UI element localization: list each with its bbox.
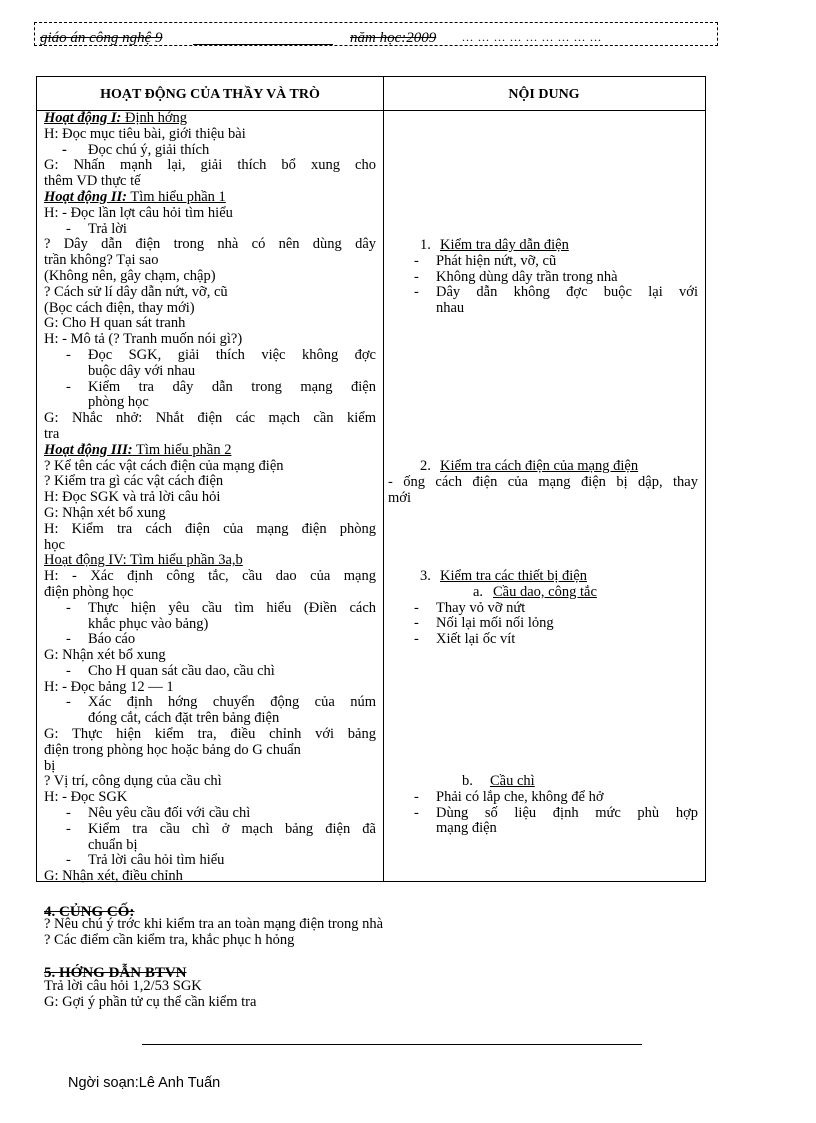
text-line: ? Cách sử lí dây dẫn nứt, vỡ, cũ: [44, 283, 228, 300]
list-item-cont: đóng cắt, cách đặt trên bảng điện: [88, 710, 280, 727]
text-line: thêm VD thực tế: [44, 173, 141, 190]
author-line: Ngời soạn:Lê Anh Tuấn: [68, 1075, 221, 1091]
content-line: mới: [388, 489, 411, 506]
text-line: điện trong phòng học hoặc bảng do G chuẩn: [44, 741, 301, 758]
content-bullet: - Dùng số liệu định mức phù hợp: [414, 804, 698, 821]
section-heading: 3. Kiểm tra các thiết bị điện: [420, 568, 587, 584]
text-line: G: Thực hiện kiểm tra, điều chỉnh với bảng: [44, 726, 376, 743]
header-dots: ... ... ... ... ... ... ... ... ...: [462, 30, 602, 44]
content-bullet-cont: nhau: [436, 300, 465, 317]
content-section-2: [388, 459, 698, 506]
text-line: G: Nhận xét bổ xung: [44, 504, 166, 521]
content-bullet: - Nối lại mối nối lỏng: [414, 615, 554, 632]
text-line: H: Đọc SGK và trả lời câu hỏi: [44, 489, 221, 506]
text-line: G: Nhận xét bổ xung: [44, 647, 166, 664]
list-item-cont: khắc phục vào bảng): [88, 615, 209, 632]
activity-4-heading: Hoạt động IV: Tìm hiểu phần 3a,b: [44, 552, 243, 569]
text-line: bị: [44, 757, 56, 774]
list-item: - Đọc SGK, giải thích việc không đợc: [66, 346, 376, 363]
text-line: ? Kiểm tra gì các vật cách điện: [44, 473, 224, 490]
signature-rule: [142, 1044, 642, 1045]
text-line: H: - Mô tả (? Tranh muốn nói gì?): [44, 331, 243, 348]
text-line: H: - Đọc bảng 12 — 1: [44, 678, 174, 695]
content-bullet: - Dây dẫn không đợc buộc lại với: [414, 284, 698, 301]
homework-heading: 5. HỚNG DẪN BTVN: [44, 965, 187, 981]
content-section-3b: [388, 774, 698, 837]
text-line: (Bọc cách điện, thay mới): [44, 299, 195, 316]
homework-line: Trả lời câu hỏi 1,2/53 SGK: [44, 978, 202, 994]
content-bullet-cont: mạng điện: [436, 820, 497, 837]
list-item: - Trả lời câu hỏi tìm hiểu: [66, 852, 225, 869]
text-line: H: - Xác định công tắc, cầu dao của mạng: [44, 568, 376, 585]
content-line: - ống cách điện của mạng điện bị dập, thay: [388, 473, 698, 490]
text-line: G: Nhận xét, điều chỉnh: [44, 868, 183, 885]
text-line: tra: [44, 425, 60, 442]
list-item-cont: buộc dây với nhau: [88, 362, 196, 379]
content-section-3: [388, 569, 698, 648]
header-rule: [193, 44, 333, 45]
homework-line: G: Gợi ý phần tử cụ thể cần kiểm tra: [44, 994, 257, 1010]
text-line: H: - Đọc SGK: [44, 789, 128, 806]
content-bullet: - Phát hiện nứt, vỡ, cũ: [414, 252, 557, 269]
activity-3-heading: Hoạt động III: Tìm hiểu phần 2: [44, 441, 232, 458]
text-line: điện phòng học: [44, 583, 134, 600]
subsection-heading: b. Cầu chì: [462, 773, 535, 789]
content-bullet: - Phải có lắp che, không để hở: [414, 788, 604, 805]
list-item: - Kiểm tra dây dẫn trong mạng điện: [66, 378, 376, 395]
list-item: - Cho H quan sát cầu dao, cầu chì: [66, 662, 275, 679]
text-line: ? Dây dẫn điện trong nhà có nên dùng dây: [44, 236, 376, 253]
text-line: G: Nhắc nhở: Nhắt điện các mạch cần kiểm: [44, 410, 376, 427]
text-line: học: [44, 536, 65, 553]
list-item: - Đọc chú ý, giải thích: [62, 141, 210, 158]
content-bullet: - Thay vỏ vỡ nứt: [414, 599, 526, 616]
list-item-cont: chuẩn bị: [88, 836, 138, 853]
text-line: H: - Đọc lần lợt câu hỏi tìm hiểu: [44, 204, 233, 221]
header-year: năm học:2009: [350, 30, 437, 46]
list-item: - Thực hiện yêu cầu tìm hiểu (Điền cách: [66, 599, 376, 616]
text-line: H: Đọc mục tiêu bài, giới thiệu bài: [44, 125, 246, 142]
text-line: ? Kể tên các vật cách điện của mạng điện: [44, 457, 284, 474]
column-divider: [383, 77, 384, 881]
list-item: - Xác định hớng chuyển động của núm: [66, 694, 376, 711]
list-item-cont: phòng học: [88, 394, 149, 411]
activity-2-heading: Hoạt động II: Tìm hiểu phần 1: [44, 188, 226, 205]
activities-column: [44, 111, 376, 885]
section-heading: 2. Kiểm tra cách điện của mạng điện: [420, 458, 639, 474]
list-item: - Kiểm tra cầu chì ở mạch bảng điện đã: [66, 820, 376, 837]
text-line: (Không nên, gây chạm, chập): [44, 267, 216, 284]
text-line: G: Cho H quan sát tranh: [44, 315, 186, 332]
col-header-activities: HOẠT ĐỘNG CỦA THẦY VÀ TRÒ: [100, 87, 320, 102]
text-line: trần không? Tại sao: [44, 252, 159, 269]
section-heading: 1. Kiểm tra dây dẫn điện: [420, 237, 569, 253]
text-line: G: Nhấn mạnh lại, giải thích bổ xung cho: [44, 157, 376, 174]
consolidation-line: ? Nêu chú ý trớc khi kiểm tra an toàn mạng điện trong nhà: [44, 916, 384, 932]
list-item: - Trả lời: [66, 220, 127, 237]
consolidation-heading: 4. CỦNG CỐ:: [44, 904, 135, 920]
consolidation-line: ? Các điểm cần kiểm tra, khắc phục h hỏng: [44, 932, 295, 948]
col-header-content: NỘI DUNG: [508, 87, 580, 102]
content-section-1: [388, 238, 698, 317]
text-line: H: Kiểm tra cách điện của mạng điện phòng: [44, 520, 376, 537]
list-item: - Báo cáo: [66, 631, 136, 648]
content-bullet: - Xiết lại ốc vít: [414, 631, 516, 648]
text-line: ? Vị trí, công dụng của cầu chì: [44, 773, 222, 790]
activity-1-heading: Hoạt động I: Định hớng: [44, 110, 188, 126]
subsection-heading: a. Cầu dao, công tắc: [473, 583, 597, 600]
list-item: - Nêu yêu cầu đối với cầu chì: [66, 805, 251, 822]
content-bullet: - Không dùng dây trần trong nhà: [414, 268, 618, 285]
header-subject: giáo án công nghệ 9: [40, 30, 163, 46]
